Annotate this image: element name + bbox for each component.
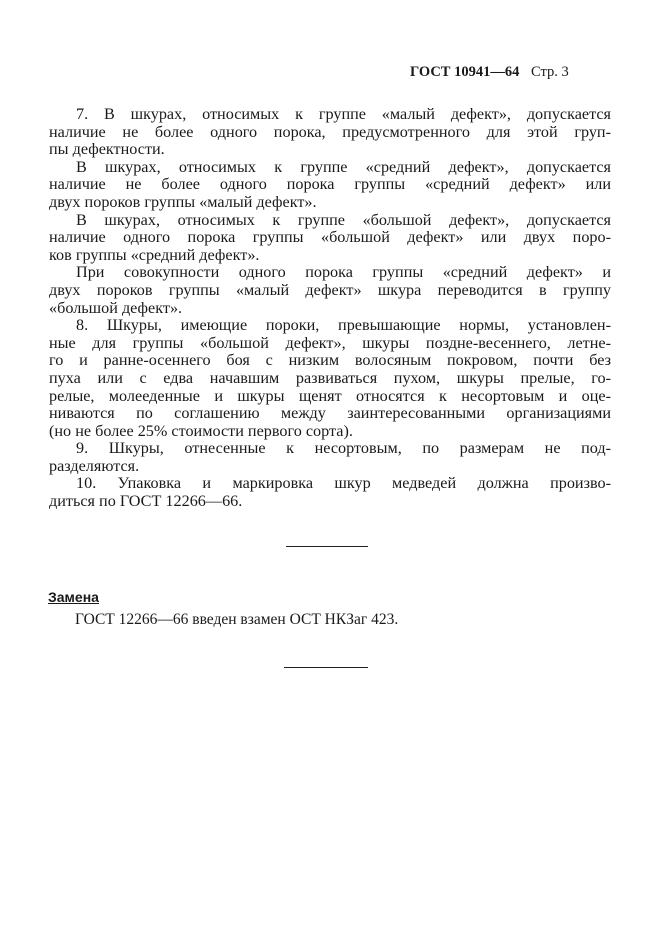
divider-rule bbox=[286, 546, 368, 547]
text-line: (но не более 25% стоимости первого сорта). bbox=[49, 421, 353, 440]
replacement-heading: Замена bbox=[48, 589, 99, 605]
text-line: «большой дефект». bbox=[49, 298, 183, 317]
replacement-note: ГОСТ 12266—66 введен взамен ОСТ НКЗаг 423. bbox=[75, 611, 399, 628]
paragraph bbox=[49, 317, 611, 440]
text-line: ниваются по соглашению между заинтересованными организациями bbox=[49, 404, 611, 423]
text-line: диться по ГОСТ 12266—66. bbox=[49, 492, 243, 511]
text-line: 9. Шкуры, отнесенные к несортовым, по размерам не под- bbox=[76, 439, 611, 458]
text-line: В шкурах, относимых к группе «средний дефект», допускается bbox=[76, 157, 611, 176]
text-line: разделяются. bbox=[49, 456, 140, 475]
text-line: двух пороков группы «малый дефект» шкура переводится в группу bbox=[49, 280, 611, 299]
text-line: 8. Шкуры, имеющие пороки, превышающие нормы, установлен- bbox=[76, 316, 611, 335]
paragraph bbox=[49, 475, 611, 510]
text-line: ные для группы «большой дефект», шкуры поздне-весеннего, летне- bbox=[49, 333, 611, 352]
paragraph bbox=[49, 106, 611, 159]
text-line: го и ранне-осеннего боя с низким волосяным покровом, почти без bbox=[49, 351, 611, 370]
text-line: 10. Упаковка и маркировка шкур медведей должна произво- bbox=[76, 474, 611, 493]
page-number: Стр. 3 bbox=[530, 64, 569, 80]
paragraph bbox=[49, 159, 611, 212]
paragraph bbox=[49, 440, 611, 475]
standard-code: ГОСТ 10941—64 bbox=[410, 64, 520, 80]
page-header bbox=[410, 64, 569, 81]
text-line: наличие не более одного порока группы «средний дефект» или bbox=[49, 175, 611, 194]
text-line: наличие не более одного порока, предусмотренного для этой груп- bbox=[49, 122, 611, 141]
text-line: релые, молееденные и шкуры щенят относятся к несортовым и оце- bbox=[49, 386, 611, 405]
text-line: 7. В шкурах, относимых к группе «малый дефект», допускается bbox=[76, 105, 611, 123]
text-line: пы дефектности. bbox=[49, 140, 165, 159]
text-line: ков группы «средний дефект». bbox=[49, 245, 260, 264]
text-line: пуха или с едва начавшим развиваться пухом, шкуры прелые, го- bbox=[49, 368, 611, 387]
paragraph bbox=[49, 264, 611, 317]
divider-rule bbox=[284, 667, 368, 668]
text-line: В шкурах, относимых к группе «большой дефект», допускается bbox=[76, 210, 611, 229]
document-body bbox=[49, 106, 611, 511]
text-line: двух пороков группы «малый дефект». bbox=[49, 192, 317, 211]
text-line: При совокупности одного порока группы «средний дефект» и bbox=[76, 263, 611, 282]
text-line: наличие одного порока группы «большой дефект» или двух поро- bbox=[49, 228, 611, 247]
paragraph bbox=[49, 212, 611, 265]
